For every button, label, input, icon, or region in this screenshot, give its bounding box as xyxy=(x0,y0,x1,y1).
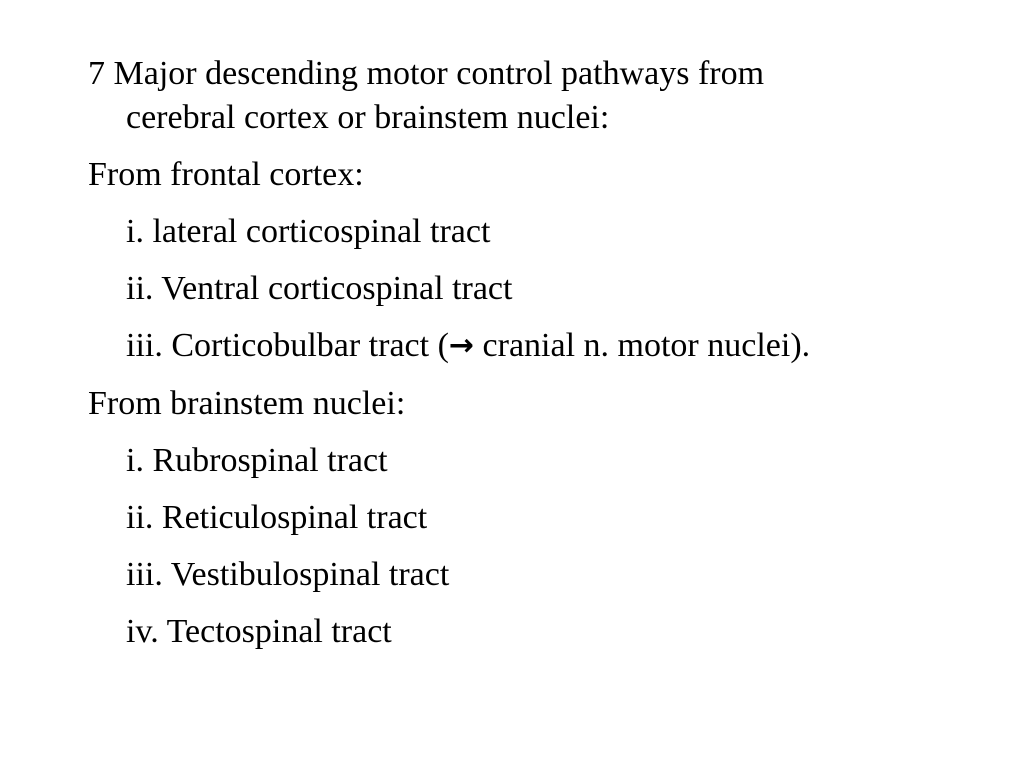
corticobulbar-suffix: cranial n. motor nuclei). xyxy=(474,327,811,364)
intro-line-2: cerebral cortex or brainstem nuclei: xyxy=(126,99,610,136)
brainstem-item-reticulospinal: ii. Reticulospinal tract xyxy=(126,499,428,536)
brainstem-item-rubrospinal: i. Rubrospinal tract xyxy=(126,442,388,479)
brainstem-item-vestibulospinal: iii. Vestibulospinal tract xyxy=(126,556,450,593)
intro-line-1: 7 Major descending motor control pathways from xyxy=(88,55,765,92)
right-arrow-icon: → xyxy=(448,328,475,363)
frontal-item-corticobulbar xyxy=(88,324,988,369)
brainstem-nuclei-heading: From brainstem nuclei: xyxy=(88,385,406,422)
corticobulbar-prefix: iii. Corticobulbar tract ( xyxy=(126,327,449,364)
slide-text-block xyxy=(88,52,988,654)
frontal-cortex-heading: From frontal cortex: xyxy=(88,156,364,193)
frontal-item-lateral-corticospinal: i. lateral corticospinal tract xyxy=(126,213,491,250)
brainstem-item-tectospinal: iv. Tectospinal tract xyxy=(126,613,392,650)
frontal-item-ventral-corticospinal: ii. Ventral corticospinal tract xyxy=(126,270,513,307)
